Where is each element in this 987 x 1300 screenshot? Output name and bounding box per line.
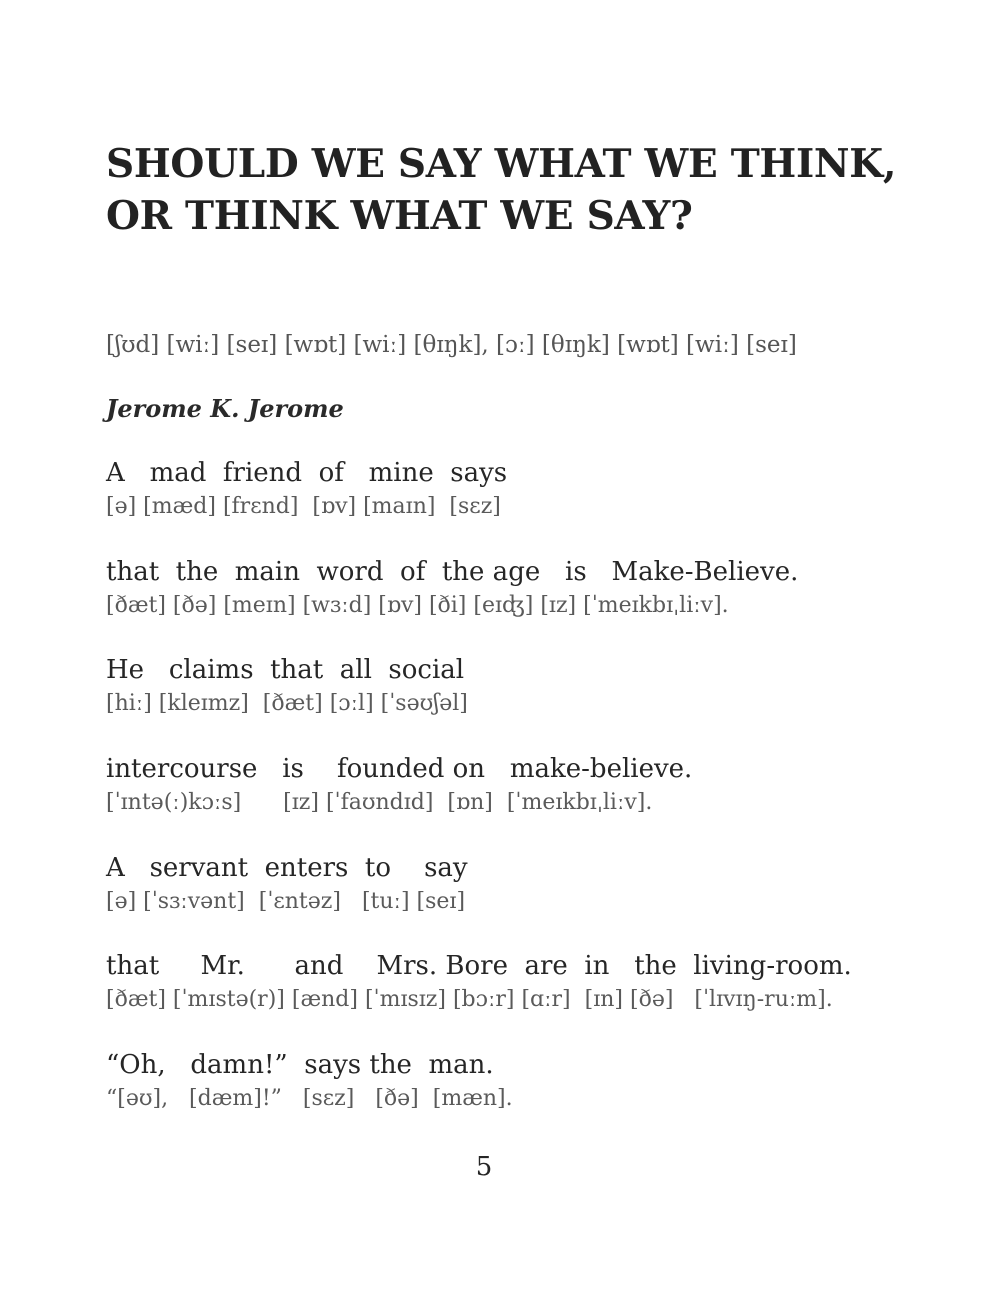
english-line: that the main word of the age is Make-Believe. bbox=[106, 557, 799, 587]
ipa-transcription: [ðæt] [ˈmɪstə(r)] [ænd] [ˈmɪsɪz] [bɔːr] [ɑːr] [ɪn] [ðə] [ˈlɪvɪŋ-ruːm]. bbox=[106, 987, 833, 1012]
text-line-pair bbox=[106, 851, 886, 917]
author-name: Jerome K. Jerome bbox=[106, 394, 344, 423]
ipa-transcription: [ˈɪntə(ː)kɔːs] [ɪz] [ˈfaʊndɪd] [ɒn] [ˈmeɪkbɪˌliːv]. bbox=[106, 790, 653, 815]
text-line-pair bbox=[106, 949, 886, 1015]
english-line: He claims that all social bbox=[106, 655, 465, 685]
text-line-pair bbox=[106, 555, 886, 621]
text-line-pair bbox=[106, 653, 886, 719]
ipa-transcription: [hiː] [kleɪmz] [ðæt] [ɔːl] [ˈsəʊʃəl] bbox=[106, 691, 468, 716]
english-line: A servant enters to say bbox=[106, 853, 468, 883]
text-line-pair bbox=[106, 1048, 886, 1114]
page-number: 5 bbox=[475, 1152, 493, 1182]
english-line: A mad friend of mine says bbox=[106, 458, 508, 488]
text-line-pair bbox=[106, 456, 886, 522]
ipa-transcription: [ə] [ˈsɜːvənt] [ˈɛntəz] [tuː] [seɪ] bbox=[106, 889, 466, 914]
title-pronunciation: [ʃʊd] [wiː] [seɪ] [wɒt] [wiː] [θɪŋk], [ɔː] [θɪŋk] [wɒt] [wiː] [seɪ] bbox=[106, 332, 797, 358]
english-line: that Mr. and Mrs. Bore are in the living-room. bbox=[106, 951, 852, 981]
ipa-transcription: “[əʊ], [dæm]!” [sɛz] [ðə] [mæn]. bbox=[106, 1086, 513, 1111]
english-line: intercourse is founded on make-believe. bbox=[106, 754, 693, 784]
ipa-transcription: [ə] [mæd] [frɛnd] [ɒv] [maɪn] [sɛz] bbox=[106, 494, 501, 519]
text-line-pair bbox=[106, 752, 886, 818]
english-line: “Oh, damn!” says the man. bbox=[106, 1050, 494, 1080]
ipa-transcription: [ðæt] [ðə] [meɪn] [wɜːd] [ɒv] [ði] [eɪʤ] [ɪz] [ˈmeɪkbɪˌliːv]. bbox=[106, 593, 729, 618]
chapter-title: SHOULD WE SAY WHAT WE THINK, OR THINK WHAT WE SAY? bbox=[106, 141, 897, 239]
